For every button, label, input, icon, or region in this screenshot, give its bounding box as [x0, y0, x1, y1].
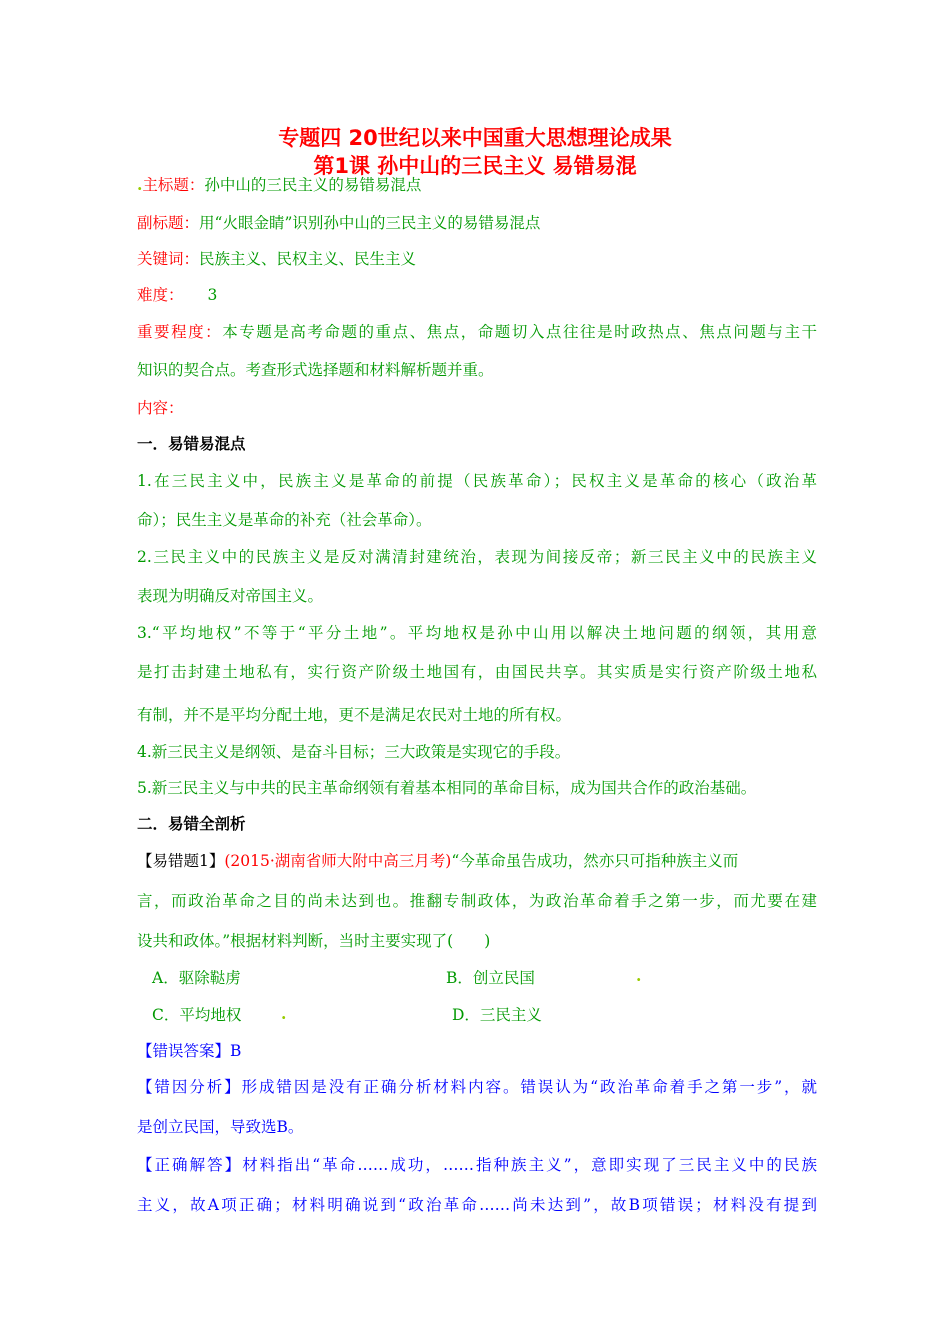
option-c: C．平均地权 — [152, 1006, 242, 1024]
point-line: 3.“平均地权”不等于“平分土地”。平均地权是孙中山用以解决土地问题的纲领，其用意 — [137, 624, 817, 642]
subtitle-text: 用“火眼金睛”识别孙中山的三民主义的易错易混点 — [199, 214, 541, 232]
point-line: 表现为明确反对帝国主义。 — [137, 587, 324, 605]
question-row — [137, 851, 817, 871]
keywords-text: 民族主义、民权主义、民生主义 — [199, 250, 417, 268]
option-a: A．驱除鞑虏 — [152, 969, 241, 987]
point-line: 命）；民生主义是革命的补充（社会革命）。 — [137, 511, 432, 529]
question-tag: 【易错题1】 — [137, 852, 225, 870]
wrong-answer-tag: 【错误答案】 — [137, 1042, 231, 1060]
difficulty-label: 难度： — [137, 286, 184, 304]
analysis-text: 形成错因是没有正确分析材料内容。错误认为“政治革命着手之第一步”，就 — [241, 1078, 817, 1096]
point-line: 1.在三民主义中，民族主义是革命的前提（民族革命）；民权主义是革命的核心（政治革 — [137, 472, 817, 490]
difficulty-row — [137, 285, 817, 305]
point-line: 4.新三民主义是纲领、是奋斗目标；三大政策是实现它的手段。 — [137, 743, 571, 761]
marker-dot: . — [137, 175, 143, 194]
main-title-label: 主标题： — [142, 176, 205, 194]
wrong-answer-row — [137, 1041, 817, 1061]
analysis-text-cont: 是创立民国，导致选B。 — [137, 1118, 304, 1136]
correct-answer-row — [137, 1155, 817, 1175]
main-title-row — [137, 175, 817, 195]
subtitle-label: 副标题： — [137, 214, 200, 232]
main-title-text: 孙中山的三民主义的易错易混点 — [204, 176, 422, 194]
importance-label: 重要程度： — [137, 323, 223, 341]
section2-heading: 二．易错全剖析 — [137, 815, 246, 833]
importance-text: 本专题是高考命题的重点、焦点，命题切入点往往是时政热点、焦点问题与主干 — [222, 323, 817, 341]
subtitle-row — [137, 213, 817, 233]
question-text-cont: 设共和政体。”根据材料判断，当时主要实现了( ) — [137, 932, 491, 950]
marker-dot: . — [281, 1004, 287, 1023]
option-d: D．三民主义 — [452, 1006, 542, 1024]
correct-answer-text-cont: 主义，故A项正确；材料明确说到“政治革命……尚未达到”，故B项错误；材料没有提到 — [137, 1196, 817, 1214]
wrong-answer-value: B — [230, 1042, 242, 1060]
correct-answer-text: 材料指出“革命……成功，……指种族主义”，意即实现了三民主义中的民族 — [242, 1156, 817, 1174]
analysis-row — [137, 1077, 817, 1097]
question-text: “今革命虽告成功，然亦只可指种族主义而 — [451, 852, 739, 870]
section1-heading: 一．易错易混点 — [137, 435, 246, 453]
difficulty-value: 3 — [207, 286, 218, 304]
importance-row — [137, 322, 817, 342]
analysis-tag: 【错因分析】 — [137, 1078, 242, 1096]
option-b: B．创立民国 — [446, 969, 535, 987]
marker-dot: . — [636, 966, 642, 985]
keywords-row — [137, 249, 817, 269]
importance-text-cont: 知识的契合点。考查形式选择题和材料解析题并重。 — [137, 361, 494, 379]
lesson-title: 第1课 孙中山的三民主义 易错易混 — [313, 154, 637, 178]
question-source: (2015·湖南省师大附中高三月考) — [224, 852, 452, 870]
point-line: 有制，并不是平均分配土地，更不是满足农民对土地的所有权。 — [137, 706, 572, 724]
correct-answer-tag: 【正确解答】 — [137, 1156, 243, 1174]
content-label: 内容： — [137, 399, 184, 417]
question-text-cont: 言，而政治革命之目的尚未达到也。推翻专制政体，为政治革命着手之第一步，而尤要在建 — [137, 892, 817, 910]
point-line: 2.三民主义中的民族主义是反对满清封建统治，表现为间接反帝；新三民主义中的民族主义 — [137, 548, 817, 566]
point-line: 5.新三民主义与中共的民主革命纲领有着基本相同的革命目标，成为国共合作的政治基础。 — [137, 779, 757, 797]
keywords-label: 关键词： — [137, 250, 200, 268]
document-title: 专题四 20世纪以来中国重大思想理论成果 — [278, 126, 672, 150]
point-line: 是打击封建土地私有，实行资产阶级土地国有，由国民共享。其实质是实行资产阶级土地私 — [137, 663, 817, 681]
